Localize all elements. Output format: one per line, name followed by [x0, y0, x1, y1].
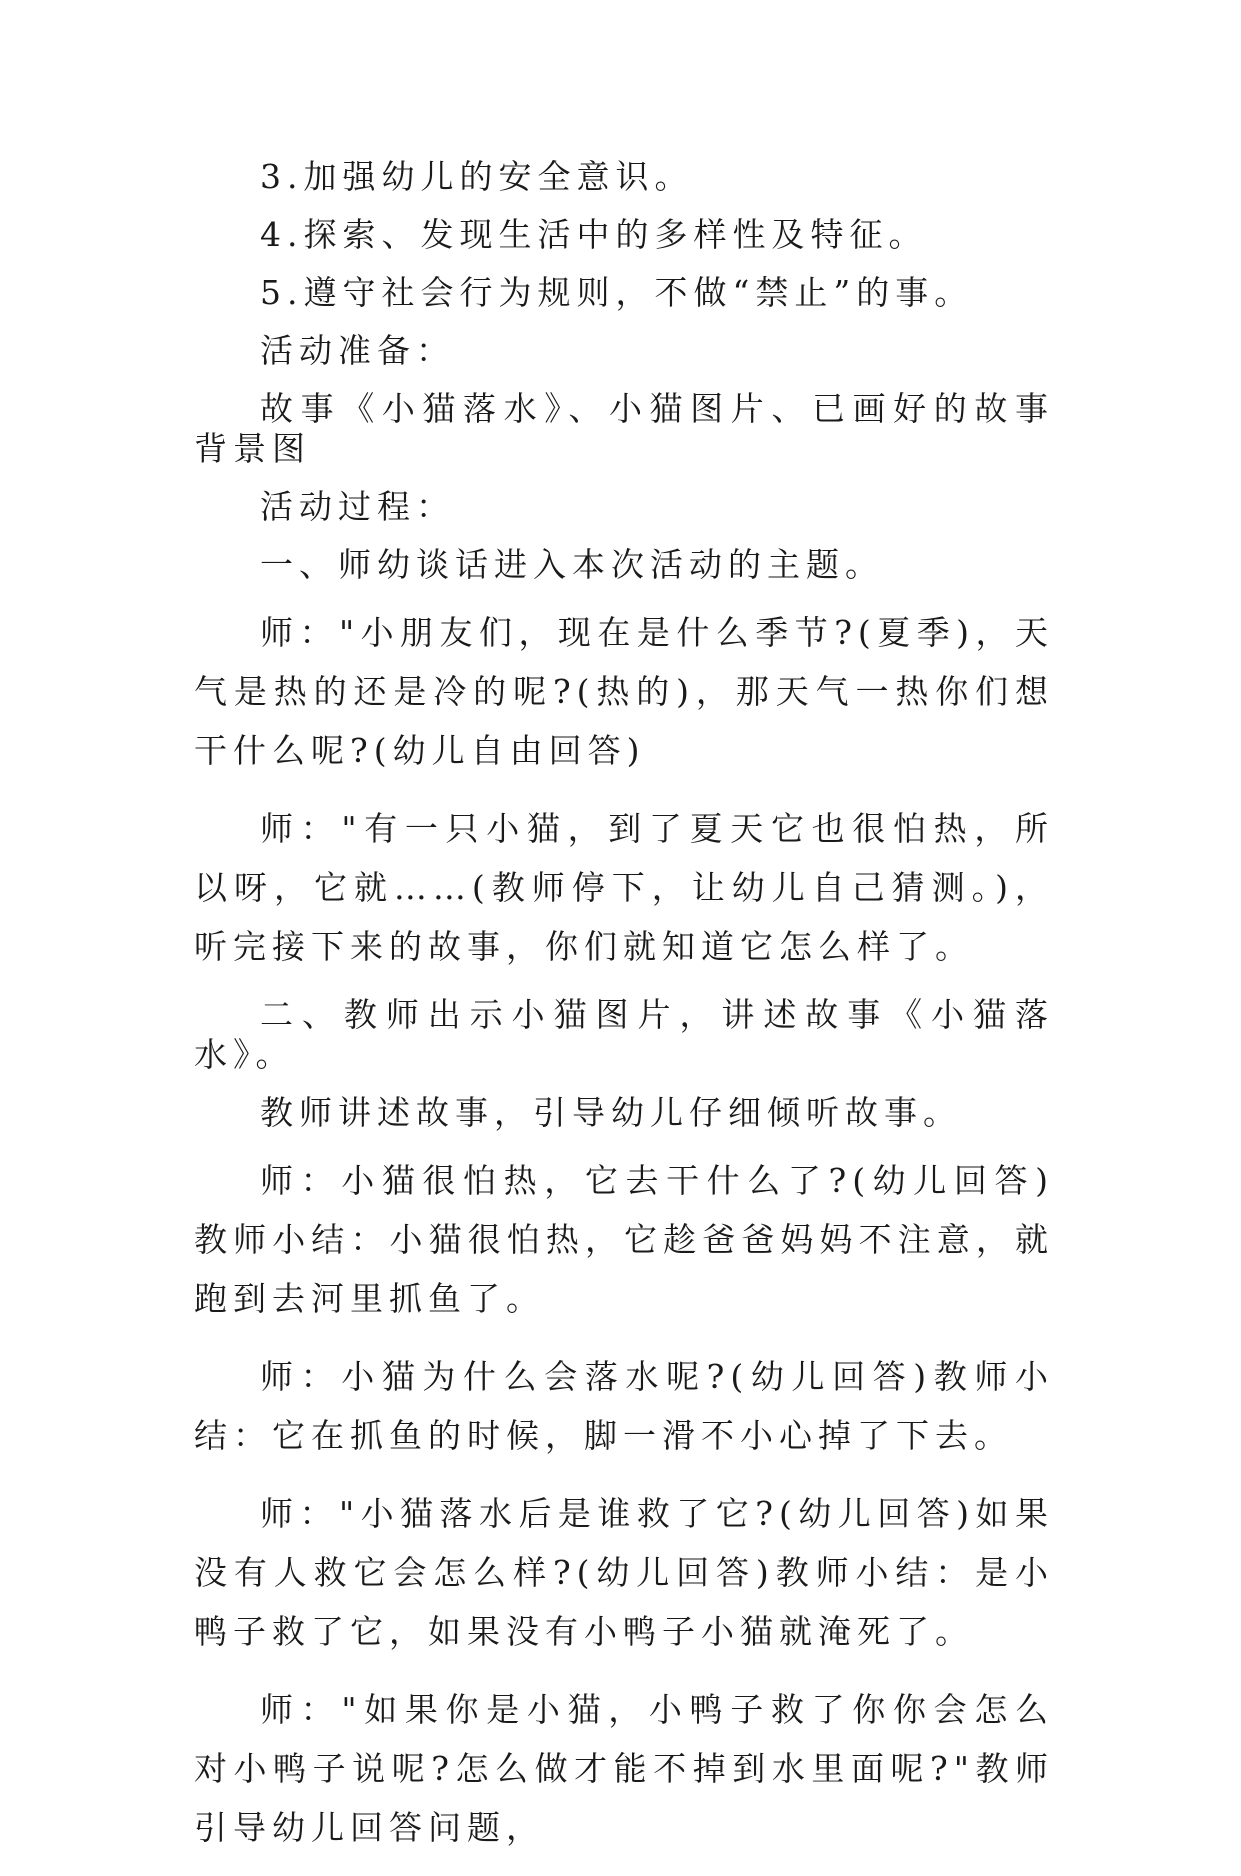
paragraph-step-2: 二、教师出示小猫图片，讲述故事《小猫落水》。 — [194, 995, 1054, 1074]
paragraph-question-3: 师："小猫落水后是谁救了它?(幼儿回答)如果没有人救它会怎么样?(幼儿回答)教师小结：是小鸭子救了它，如果没有小鸭子小猫就淹死了。 — [194, 1494, 1054, 1651]
paragraph-question-1: 师：小猫很怕热，它去干什么了?(幼儿回答)教师小结：小猫很怕热，它趁爸爸妈妈不注意，就跑到去河里抓鱼了。 — [194, 1161, 1054, 1318]
paragraph-goal-4: 4.探索、发现生活中的多样性及特征。 — [260, 215, 928, 254]
paragraph-step-1: 一、师幼谈话进入本次活动的主题。 — [260, 545, 884, 584]
paragraph-question-4: 师："如果你是小猫，小鸭子救了你你会怎么对小鸭子说呢?怎么做才能不掉到水里面呢?"教师引导幼儿回答问题， — [194, 1690, 1054, 1847]
paragraph-storytelling: 教师讲述故事，引导幼儿仔细倾听故事。 — [260, 1093, 962, 1132]
paragraph-dialogue-season: 师："小朋友们，现在是什么季节?(夏季)，天气是热的还是冷的呢?(热的)，那天气一热你们想干什么呢?(幼儿自由回答) — [194, 613, 1054, 770]
paragraph-goal-5: 5.遵守社会行为规则，不做“禁止”的事。 — [260, 273, 974, 312]
document-body — [194, 157, 1054, 1876]
paragraph-question-2: 师：小猫为什么会落水呢?(幼儿回答)教师小结：它在抓鱼的时候，脚一滑不小心掉了下去。 — [194, 1357, 1054, 1455]
paragraph-materials: 故事《小猫落水》、小猫图片、已画好的故事背景图 — [194, 389, 1054, 468]
paragraph-dialogue-cat: 师："有一只小猫，到了夏天它也很怕热，所以呀，它就……(教师停下，让幼儿自己猜测。)，听完接下来的故事，你们就知道它怎么样了。 — [194, 809, 1054, 966]
heading-activity-preparation: 活动准备： — [260, 331, 455, 370]
paragraph-goal-3: 3.加强幼儿的安全意识。 — [260, 157, 694, 196]
heading-activity-process: 活动过程： — [260, 487, 455, 526]
